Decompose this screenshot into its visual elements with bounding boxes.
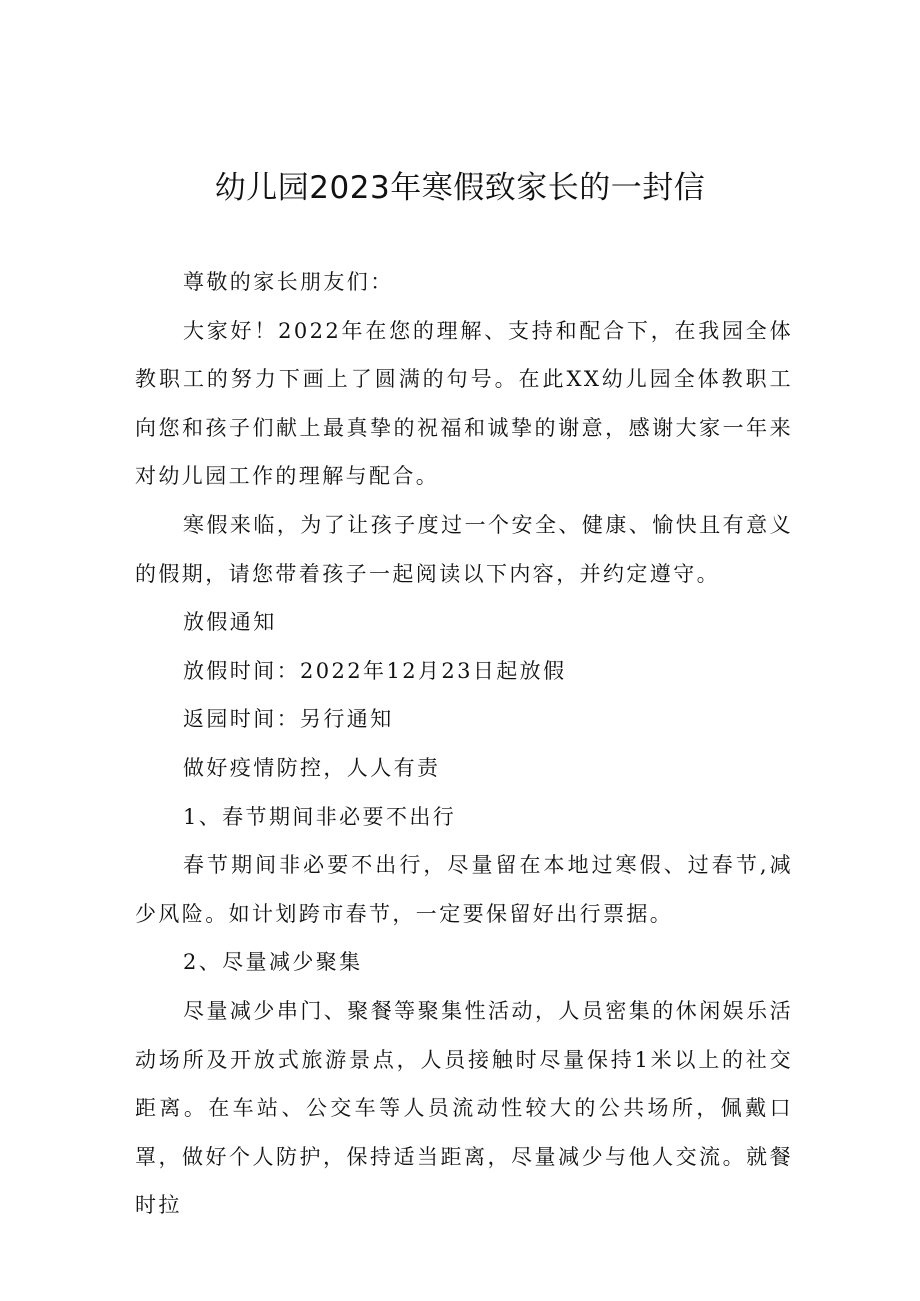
item-paragraph-2: 尽量减少串门、聚餐等聚集性活动，人员密集的休闲娱乐活动场所及开放式旅游景点，人员接触时尽量保持1米以上的社交距离。在车站、公交车等人员流动性较大的公共场所，佩戴口罩，做好个人防护，保持适当距离，尽量减少与他人交流。就餐时拉 [135, 998, 793, 1218]
salutation: 尊敬的家长朋友们： [183, 270, 394, 294]
document-title: 幼儿园2023年寒假致家长的一封信 [214, 170, 706, 206]
return-date-line: 返园时间：另行通知 [183, 707, 394, 732]
item-heading-2: 2、尽量减少聚集 [183, 950, 363, 975]
item-paragraph-1: 春节期间非必要不出行，尽量留在本地过寒假、过春节,减少风险。如计划跨市春节，一定要保留好出行票据。 [135, 853, 793, 926]
intro-paragraph: 寒假来临，为了让孩子度过一个安全、健康、愉快且有意义的假期，请您带着孩子一起阅读以下内容，并约定遵守。 [135, 512, 793, 586]
holiday-start-line: 放假时间：2022年12月23日起放假 [183, 658, 567, 683]
greeting-paragraph: 大家好！2022年在您的理解、支持和配合下，在我园全体教职工的努力下画上了圆满的句号。在此XX幼儿园全体教职工向您和孩子们献上最真挚的祝福和诚挚的谢意，感谢大家一年来对幼儿园工作的理解与配合。 [135, 318, 793, 489]
item-heading-1: 1、春节期间非必要不出行 [183, 804, 457, 829]
section-heading-holiday-notice: 放假通知 [183, 610, 277, 635]
letter-body [135, 258, 793, 1230]
section-heading-epidemic: 做好疫情防控，人人有责 [183, 755, 441, 780]
